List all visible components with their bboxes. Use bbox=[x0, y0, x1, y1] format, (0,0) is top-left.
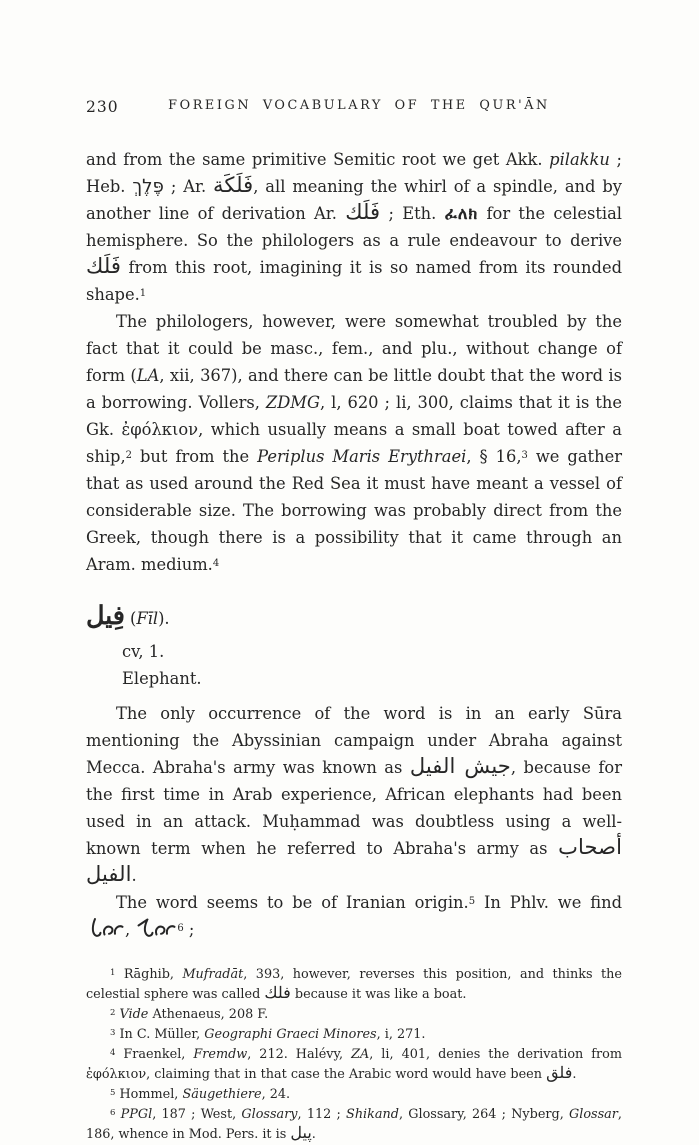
superscript-number: 6 bbox=[110, 1108, 116, 1118]
arabic-word: جيش الفيل bbox=[409, 753, 511, 778]
arabic-word: فَلَك bbox=[345, 199, 381, 224]
italic-run: ZDMG bbox=[265, 393, 320, 412]
italic-run: Glossary bbox=[241, 1107, 298, 1122]
text-run: , bbox=[125, 920, 136, 939]
text-run: . bbox=[311, 1127, 316, 1142]
ethiopic-word: ፈለክ bbox=[444, 204, 479, 223]
paragraph bbox=[86, 308, 622, 578]
superscript-number: 3 bbox=[521, 450, 528, 461]
text-run: we gather that as used around the Red Sea it must have meant a vessel of considerable size. The borrowing was probably direct from the Greek, though there is a possibility that it came through an Aram. medium. bbox=[86, 447, 622, 574]
footnote bbox=[86, 1085, 622, 1105]
superscript-number: 6 bbox=[177, 923, 184, 934]
superscript-number: 1 bbox=[139, 288, 147, 299]
entry-subline bbox=[86, 665, 622, 692]
text-run: , because for the first time in Arab experience, African elephants had been used in an attack. Muḥammad was doubtless using a well-known term when he referred to Abraha's army as bbox=[86, 758, 622, 858]
text-run: from this root, imagining it is so named from its rounded shape. bbox=[86, 258, 622, 304]
footnote bbox=[86, 965, 622, 1005]
superscript-number: 4 bbox=[110, 1048, 116, 1058]
italic-run: Shikand bbox=[346, 1107, 399, 1122]
text-run: . bbox=[572, 1067, 577, 1082]
italic-run: Glossar bbox=[569, 1107, 618, 1122]
running-title: FOREIGN VOCABULARY OF THE QUR'ĀN bbox=[168, 98, 550, 113]
superscript-number: 4 bbox=[212, 558, 220, 569]
text-run: , i, 271. bbox=[376, 1027, 426, 1042]
text-run: , xii, 367), and there can be little doubt that the word is a borrowing. Vollers, bbox=[86, 366, 622, 412]
paragraph bbox=[86, 700, 622, 889]
text-run: , claiming that in that case the Arabic word would have been bbox=[146, 1067, 547, 1082]
page-header bbox=[86, 98, 622, 120]
text-run: cv, 1. bbox=[122, 642, 165, 661]
text-run: ; bbox=[183, 920, 195, 939]
text-run: Rāghib, bbox=[115, 967, 183, 982]
text-run: ; Eth. bbox=[380, 204, 445, 223]
text-run: , Glossary, 264 ; Nyberg, bbox=[398, 1107, 569, 1122]
text-run: , 186, whence in Mod. Pers. it is bbox=[86, 1107, 622, 1142]
text-run: , all meaning the whirl of a spindle, and by another line of derivation Ar. bbox=[86, 177, 622, 223]
entry-subline bbox=[86, 638, 622, 665]
pahlavi-word bbox=[87, 917, 124, 939]
text-run: , 393, however, reverses this position, and thinks the celestial sphere was called bbox=[86, 967, 622, 1002]
greek-word: ἐφόλκιον bbox=[121, 420, 199, 439]
text-run: . bbox=[131, 866, 137, 885]
body-text bbox=[86, 146, 622, 943]
superscript-number: 5 bbox=[468, 896, 476, 907]
text-run: , li, 401, denies the derivation from bbox=[369, 1047, 622, 1062]
footnote bbox=[86, 1105, 622, 1145]
arabic-word: فَلَكَة bbox=[213, 172, 254, 197]
text-run: ). bbox=[158, 609, 170, 628]
arabic-word: فلك bbox=[264, 983, 291, 1002]
italic-run: Fīl bbox=[136, 609, 159, 628]
text-run: ; Heb. bbox=[86, 150, 622, 196]
italic-run: LA bbox=[136, 366, 160, 385]
italic-run: ZA bbox=[351, 1047, 370, 1062]
superscript-number: 5 bbox=[110, 1088, 116, 1098]
text-run: Fraenkel, bbox=[115, 1047, 194, 1062]
text-run: In C. Müller, bbox=[115, 1027, 205, 1042]
hebrew-word: פֶּלֶךְ bbox=[132, 176, 164, 197]
italic-run: Periplus Maris Erythraei bbox=[257, 447, 467, 466]
text-run: ; Ar. bbox=[163, 177, 214, 196]
italic-run: Vide bbox=[119, 1007, 149, 1022]
paragraph bbox=[86, 889, 622, 943]
text-run: The word seems to be of Iranian origin. bbox=[116, 893, 469, 912]
italic-run: Mufradāt bbox=[182, 967, 244, 982]
text-run: , 212. Halévy, bbox=[247, 1047, 352, 1062]
superscript-number: 2 bbox=[110, 1008, 116, 1018]
text-run: for the celestial hemisphere. So the philologers as a rule endeavour to derive bbox=[86, 204, 622, 250]
page-number: 230 bbox=[86, 98, 119, 116]
arabic-word: فلق bbox=[546, 1063, 573, 1082]
italic-run: Geographi Graeci Minores bbox=[204, 1027, 377, 1042]
text-run: , l, 620 ; li, 300, claims that it is the Gk. bbox=[86, 393, 622, 439]
text-run: Elephant. bbox=[122, 669, 202, 688]
text-run: , § 16, bbox=[466, 447, 522, 466]
text-run: , which usually means a small boat towed after a ship, bbox=[86, 420, 622, 466]
text-run: In Phlv. we find bbox=[475, 893, 622, 912]
text-run: The only occurrence of the word is in an early Sūra mentioning the Abyssinian campaign under Abraha against Mecca. Abraha's army was known as bbox=[86, 704, 622, 777]
italic-run: Säugethiere bbox=[182, 1087, 262, 1102]
entry-arabic-word: فِيل bbox=[86, 600, 125, 630]
pahlavi-word bbox=[136, 917, 176, 939]
text-run: because it was like a boat. bbox=[290, 987, 467, 1002]
italic-run: PPGl bbox=[120, 1107, 153, 1122]
greek-word: ἐφόλκιον bbox=[86, 1067, 147, 1082]
text-run: , 24. bbox=[261, 1087, 291, 1102]
footnote bbox=[86, 1005, 622, 1025]
superscript-number: 3 bbox=[110, 1028, 116, 1038]
text-run: but from the bbox=[132, 447, 258, 466]
text-run: , 112 ; bbox=[297, 1107, 347, 1122]
paragraph bbox=[86, 146, 622, 308]
text-run: Athenaeus, 208 F. bbox=[148, 1007, 269, 1022]
arabic-word: پيل bbox=[290, 1123, 312, 1142]
text-run: ( bbox=[124, 609, 137, 628]
italic-run: pilakku bbox=[549, 150, 610, 169]
text-run: The philologers, however, were somewhat troubled by the fact that it could be masc., fem., and plu., without change of form ( bbox=[86, 312, 622, 385]
text-run: Hommel, bbox=[115, 1087, 183, 1102]
footnote bbox=[86, 1045, 622, 1085]
footnotes bbox=[86, 965, 622, 1145]
superscript-number: 1 bbox=[110, 968, 116, 978]
entry-heading bbox=[86, 602, 622, 636]
text-run: , 187 ; West, bbox=[152, 1107, 242, 1122]
superscript-number: 2 bbox=[125, 450, 133, 461]
arabic-word: فَلَك bbox=[86, 253, 121, 278]
footnote bbox=[86, 1025, 622, 1045]
italic-run: Fremdw bbox=[193, 1047, 248, 1062]
arabic-word: أصحاب الفيل bbox=[86, 834, 622, 886]
text-run: and from the same primitive Semitic root we get Akk. bbox=[86, 150, 550, 169]
